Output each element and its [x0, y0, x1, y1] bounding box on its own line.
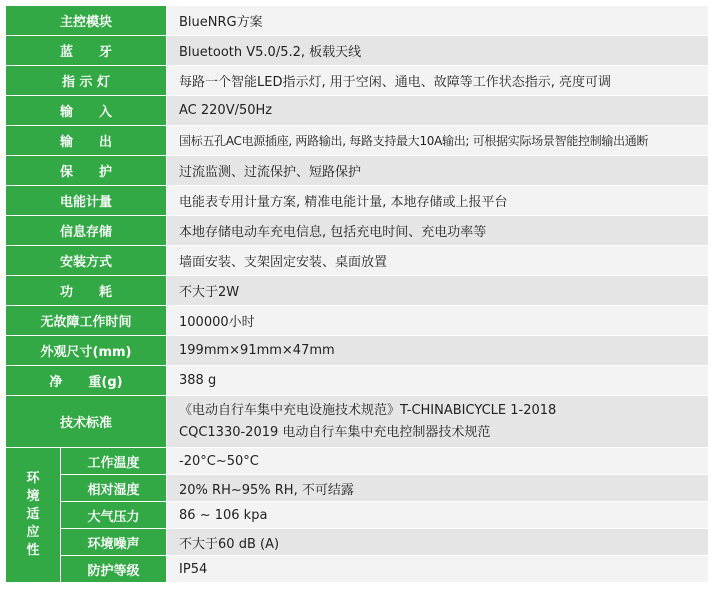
spec-value: 过流监测、过流保护、短路保护: [167, 156, 709, 186]
env-label: 相对湿度: [61, 475, 167, 502]
spec-row-bluetooth: [6, 36, 709, 66]
spec-row-power-consumption: [6, 276, 709, 306]
spec-value: 墙面安装、支架固定安装、桌面放置: [167, 246, 709, 276]
spec-row-main-module: [6, 6, 709, 36]
spec-label: 功 耗: [6, 276, 167, 306]
spec-label: 指 示 灯: [6, 66, 167, 96]
spec-label: 蓝 牙: [6, 36, 167, 66]
spec-row-metering: [6, 186, 709, 216]
spec-label: 输 入: [6, 96, 167, 126]
spec-label: 净 重(g): [6, 366, 167, 396]
spec-value: 388 g: [167, 366, 709, 396]
spec-row-indicator: [6, 66, 709, 96]
spec-label: 保 护: [6, 156, 167, 186]
spec-row-mtbf: [6, 306, 709, 336]
spec-value: 每路一个智能LED指示灯, 用于空闲、通电、故障等工作状态指示, 亮度可调: [167, 66, 709, 96]
spec-row-weight: [6, 366, 709, 396]
env-label: 环境噪声: [61, 529, 167, 556]
spec-label: 电能计量: [6, 186, 167, 216]
spec-value: 100000小时: [167, 306, 709, 336]
env-row-temperature: [6, 448, 709, 475]
spec-value: 国标五孔AC电源插座, 两路输出, 每路支持最大10A输出; 可根据实际场景智能控制输出通断: [167, 126, 709, 156]
spec-value: AC 220V/50Hz: [167, 96, 709, 126]
spec-value: 199mm×91mm×47mm: [167, 336, 709, 366]
spec-label: 无故障工作时间: [6, 306, 167, 336]
spec-row-output: [6, 126, 709, 156]
spec-value: [167, 396, 709, 448]
spec-value: 不大于2W: [167, 276, 709, 306]
standard-line-2: CQC1330-2019 电动自行车集中充电控制器技术规范: [179, 424, 491, 440]
spec-label: 主控模块: [6, 6, 167, 36]
env-value: -20°C~50°C: [167, 448, 709, 475]
env-row-noise: [6, 529, 709, 556]
spec-value: Bluetooth V5.0/5.2, 板载天线: [167, 36, 709, 66]
spec-row-dimensions: [6, 336, 709, 366]
environment-group-label: [6, 448, 61, 583]
spec-row-standards: [6, 396, 709, 448]
env-value: IP54: [167, 556, 709, 583]
standard-line-1: 《电动自行车集中充电设施技术规范》T-CHINABICYCLE 1-2018: [179, 402, 557, 418]
spec-value: 电能表专用计量方案, 精准电能计量, 本地存储或上报平台: [167, 186, 709, 216]
spec-row-protection: [6, 156, 709, 186]
environment-group-text: 环 境 适 应 性: [26, 471, 40, 558]
env-label: 防护等级: [61, 556, 167, 583]
spec-label: 安装方式: [6, 246, 167, 276]
env-value: 不大于60 dB (A): [167, 529, 709, 556]
env-label: 大气压力: [61, 502, 167, 529]
spec-label: 信息存储: [6, 216, 167, 246]
spec-row-input: [6, 96, 709, 126]
env-row-ingress-protection: [6, 556, 709, 583]
spec-label: 技术标准: [6, 396, 167, 448]
spec-row-storage: [6, 216, 709, 246]
spec-label: 外观尺寸(mm): [6, 336, 167, 366]
spec-label: 输 出: [6, 126, 167, 156]
env-row-humidity: [6, 475, 709, 502]
env-value: 86 ~ 106 kpa: [167, 502, 709, 529]
spec-row-installation: [6, 246, 709, 276]
env-row-pressure: [6, 502, 709, 529]
env-label: 工作温度: [61, 448, 167, 475]
spec-value: BlueNRG方案: [167, 6, 709, 36]
spec-table: [5, 5, 709, 583]
spec-value: 本地存储电动车充电信息, 包括充电时间、充电功率等: [167, 216, 709, 246]
env-value: 20% RH~95% RH, 不可结露: [167, 475, 709, 502]
